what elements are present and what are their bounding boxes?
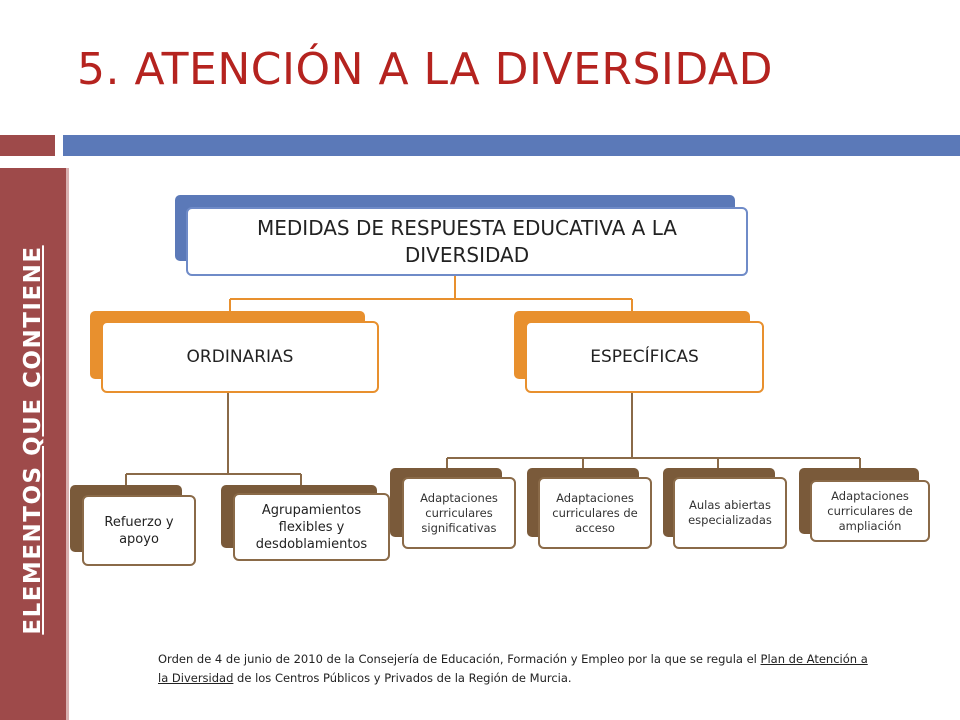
ampliacion-node xyxy=(810,480,930,542)
agrupamientos-node-label: Agrupamientos flexibles y desdoblamientos xyxy=(255,502,368,552)
refuerzo-node xyxy=(82,495,196,566)
especificas-node xyxy=(525,321,764,393)
footer-text-after: de los Centros Públicos y Privados de la Región de Murcia. xyxy=(233,671,572,685)
agrupamientos-node xyxy=(233,493,390,561)
aulas-node-label: Aulas abiertas especializadas xyxy=(688,498,772,527)
especificas-node-label: ESPECÍFICAS xyxy=(590,347,699,367)
ordinarias-node xyxy=(101,321,379,393)
acceso-node xyxy=(538,477,652,549)
aulas-node xyxy=(673,477,787,549)
footer-note xyxy=(158,650,878,688)
significativas-node-label: Adaptaciones curriculares significativas xyxy=(420,490,498,535)
footer-text-before: Orden de 4 de junio de 2010 de la Consejería de Educación, Formación y Empleo por la que se regula el xyxy=(158,652,761,666)
ampliacion-node-label: Adaptaciones curriculares de ampliación xyxy=(827,488,913,533)
refuerzo-node-label: Refuerzo y apoyo xyxy=(104,514,174,547)
significativas-node xyxy=(402,477,516,549)
connector-ordinarias-level xyxy=(126,392,301,486)
footer-link[interactable]: Plan de Atención a la Diversidad xyxy=(158,652,868,685)
ordinarias-node-label: ORDINARIAS xyxy=(186,347,294,367)
slide-title: 5. ATENCIÓN A LA DIVERSIDAD xyxy=(77,44,773,95)
connector-especificas-level xyxy=(447,392,860,469)
acceso-node-label: Adaptaciones curriculares de acceso xyxy=(552,490,638,535)
root-node-label: MEDIDAS DE RESPUESTA EDUCATIVA A LA DIVERSIDAD xyxy=(257,215,677,267)
sidebar-label: ELEMENTOS QUE CONTIENE xyxy=(20,245,46,635)
root-node xyxy=(186,207,748,276)
connector-root-level xyxy=(230,276,632,313)
